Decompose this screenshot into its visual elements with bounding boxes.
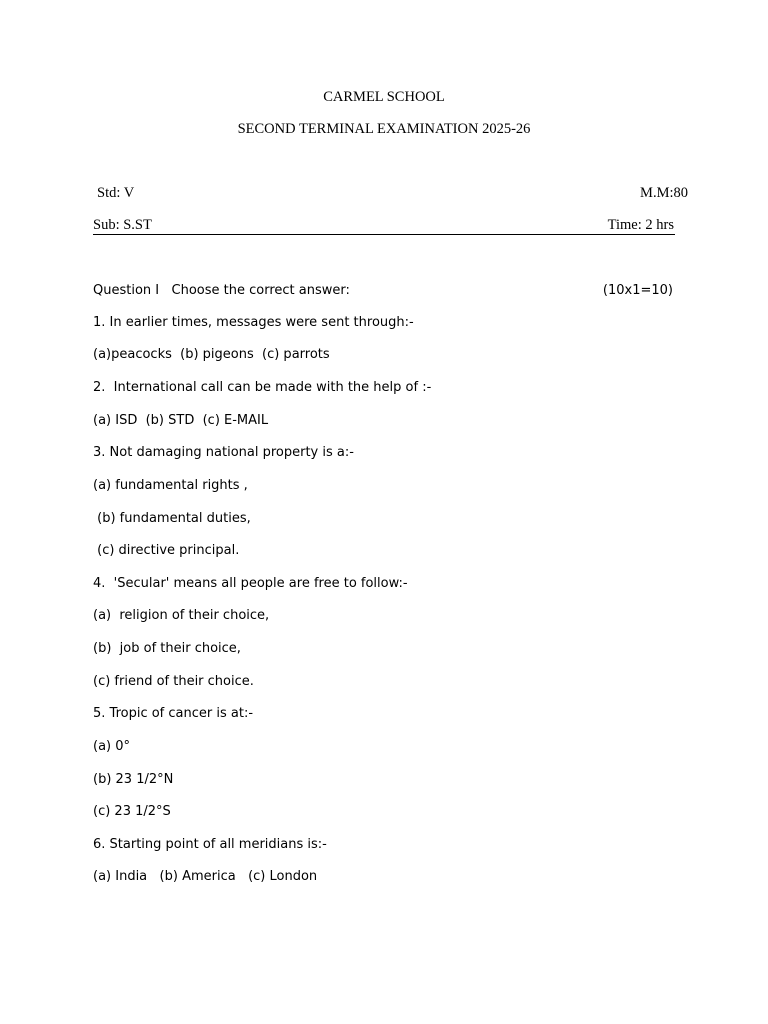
option-line: (a) 0° (93, 739, 131, 754)
school-name: CARMEL SCHOOL (323, 89, 445, 105)
question-line: 2. International call can be made with the help of :- (93, 380, 432, 395)
header-divider (93, 234, 675, 235)
option-line: (c) 23 1/2°S (93, 804, 171, 819)
option-line: (a) ISD (b) STD (c) E-MAIL (93, 413, 269, 428)
option-line: (a) religion of their choice, (93, 608, 270, 623)
question-line: 6. Starting point of all meridians is:- (93, 837, 327, 852)
section-title: Question I Choose the correct answer: (93, 283, 350, 298)
question-line: 1. In earlier times, messages were sent through:- (93, 315, 414, 330)
exam-title: SECOND TERMINAL EXAMINATION 2025-26 (237, 121, 531, 137)
option-line: (a)peacocks (b) pigeons (c) parrots (93, 347, 330, 362)
option-line: (b) fundamental duties, (93, 511, 251, 526)
option-line: (c) directive principal. (93, 543, 240, 558)
question-line: 5. Tropic of cancer is at:- (93, 706, 254, 721)
option-line: (a) fundamental rights , (93, 478, 248, 493)
std-label: Std: V (97, 185, 135, 201)
section-marks: (10x1=10) (602, 283, 673, 298)
option-line: (a) India (b) America (c) London (93, 869, 318, 884)
max-marks-label: M.M:80 (640, 185, 688, 201)
subject-label: Sub: S.ST (93, 217, 152, 233)
question-line: 3. Not damaging national property is a:- (93, 445, 354, 460)
question-line: 4. 'Secular' means all people are free to follow:- (93, 576, 408, 591)
option-line: (c) friend of their choice. (93, 674, 254, 689)
option-line: (b) job of their choice, (93, 641, 241, 656)
time-label: Time: 2 hrs (607, 217, 674, 233)
option-line: (b) 23 1/2°N (93, 772, 174, 787)
